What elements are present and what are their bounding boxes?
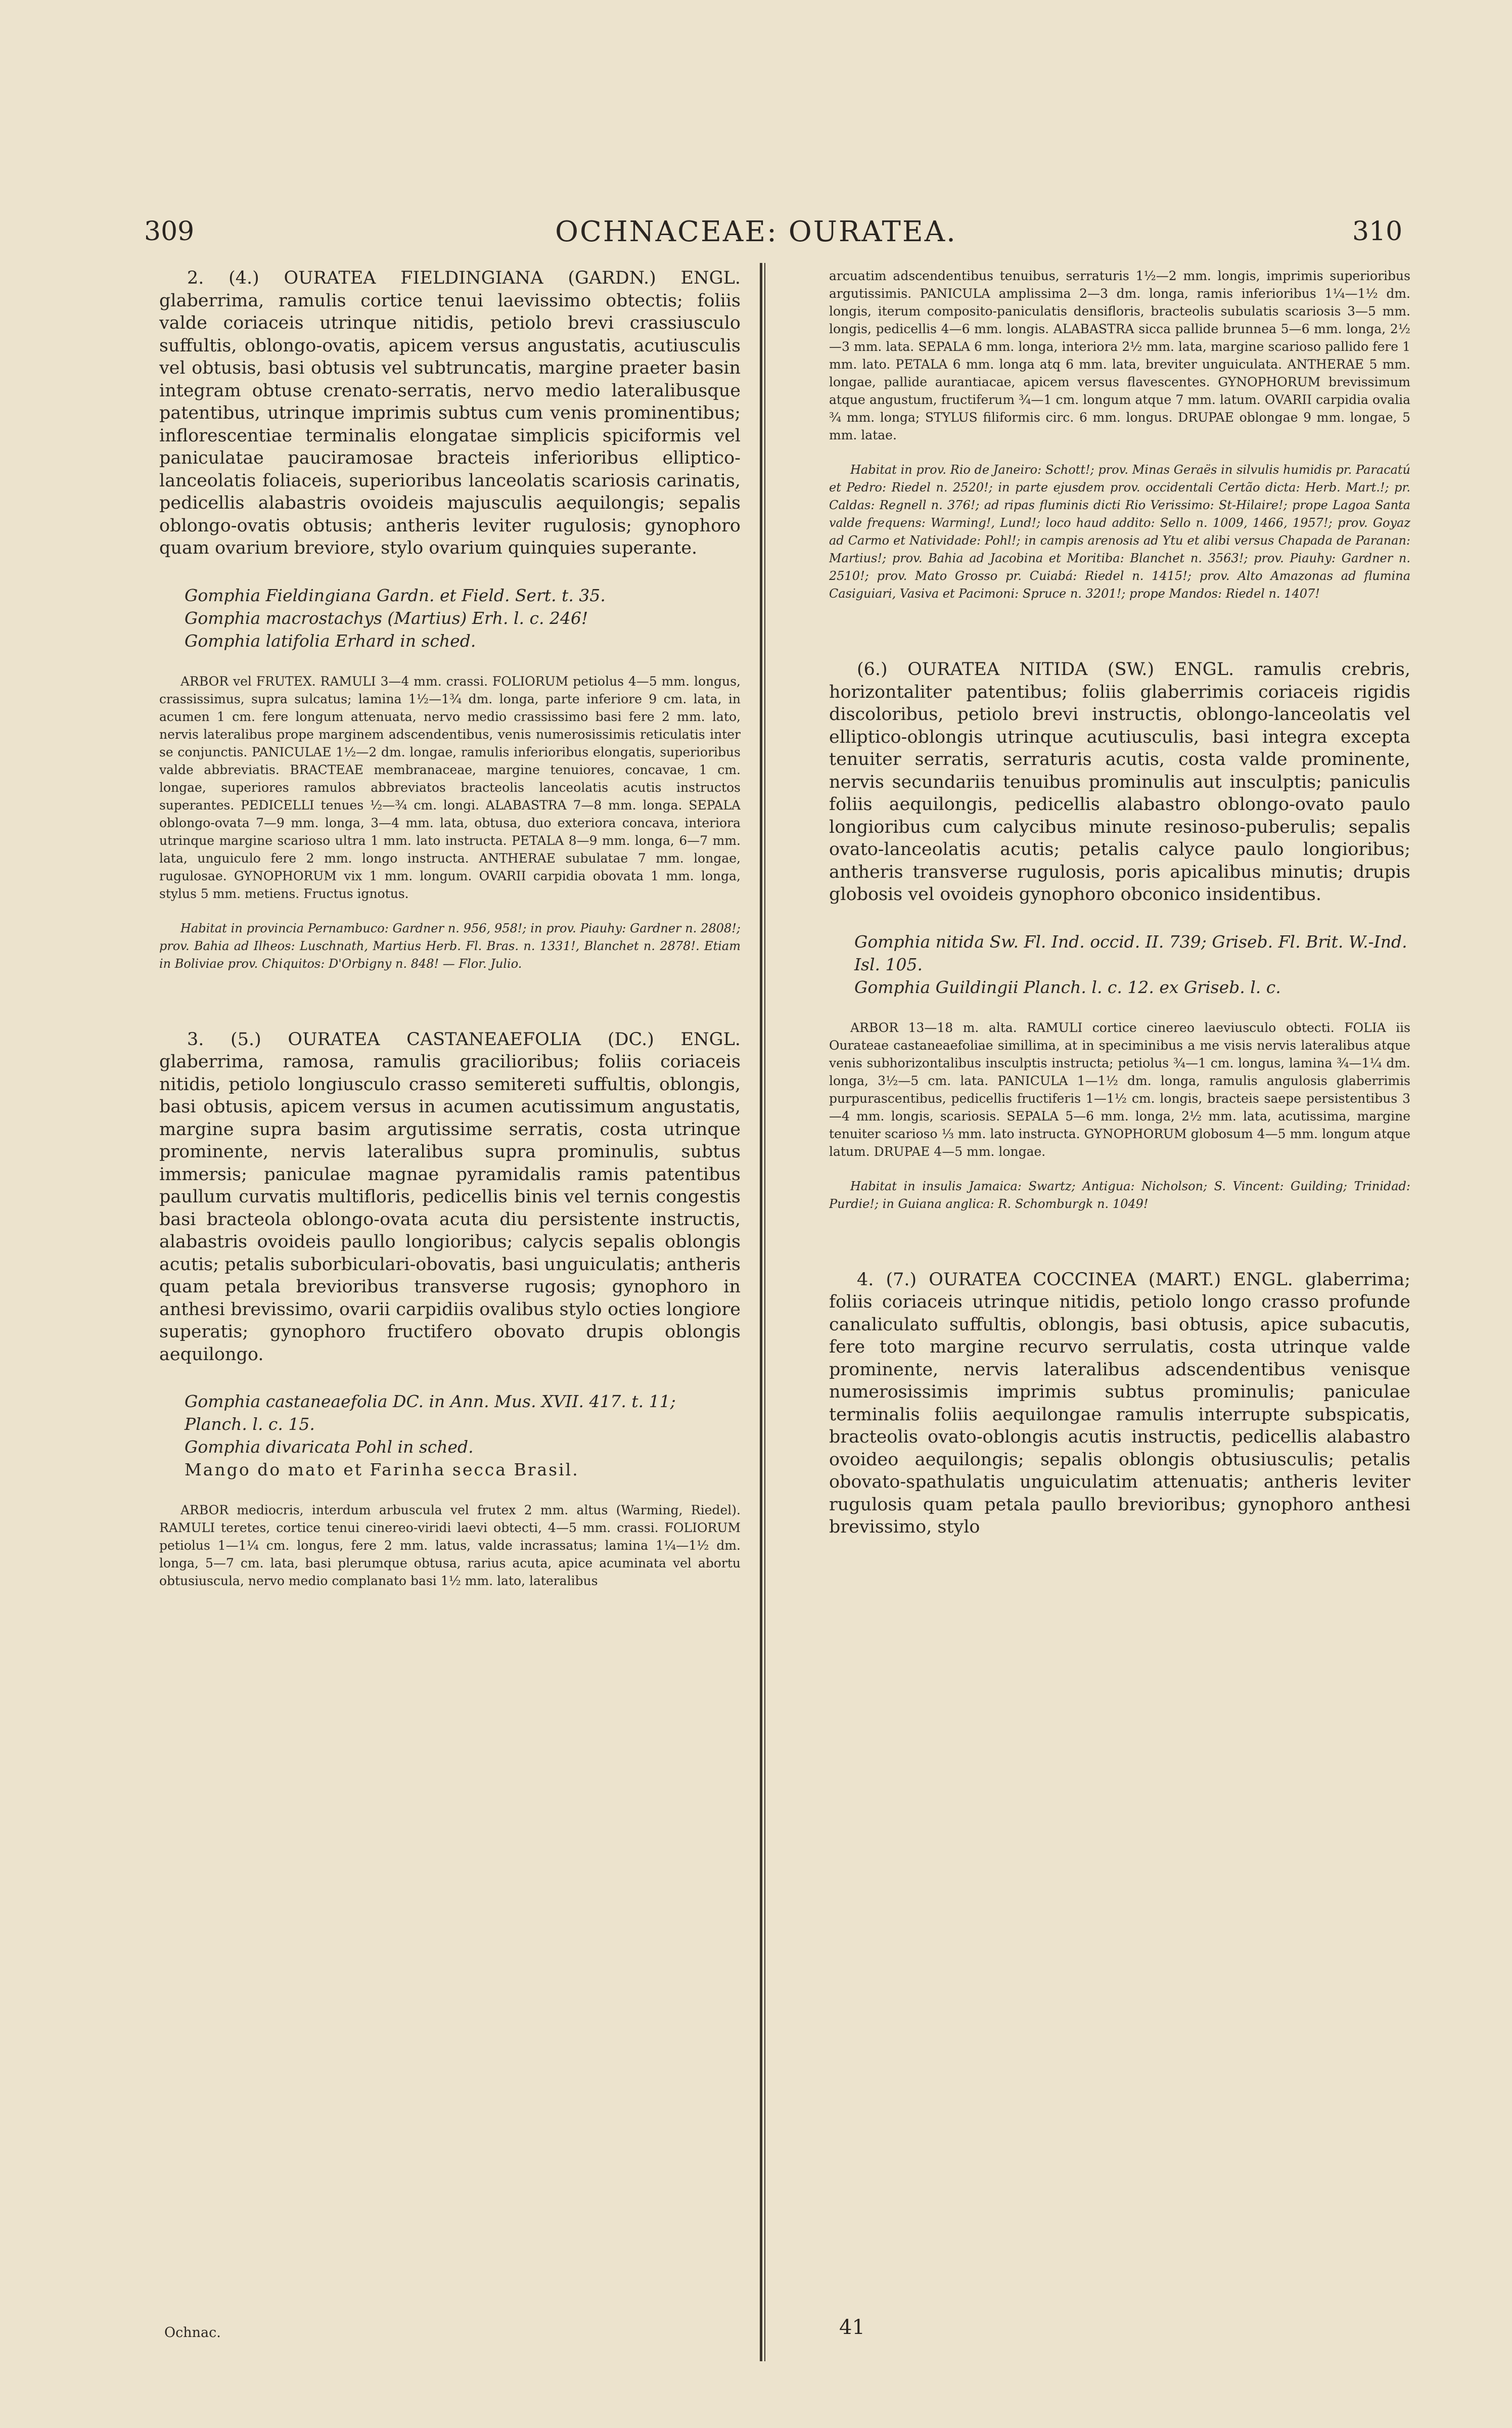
species-3-habitat: Habitat in prov. Rio de Janeiro: Schott!; prov. Minas Geraës in silvulis humidis pr. Paracatú et Pedro: Riedel n. 2520!; in parte ejusdem prov. occidentali Certão dicta: Herb. Mart.!; pr. Caldas: Regnell n. 376!; ad ripas fluminis dicti Rio Verissimo: St-Hilaire!; prope Lagoa Santa valde frequens: Warming!, Lund!; loco haud addito: Sello n. 1009, 1466, 1957!; prov. Goyaz ad Carmo et Natividade: Pohl!; in campis arenosis ad Ytu et alibi versus Chapada de Paranan: Martius!; prov. Bahia ad Jacobina et Moritiba: Blanchet n. 3563!; prov. Piauhy: Gardner n. 2510!; prov. Mato Grosso pr. Cuiabá: Riedel n. 1415!; prov. Alto Amazonas ad flumina Casiguiari, Vasiva et Pacimoni: Spruce n. 3201!; prope Mandos: Riedel n. 1407!	[829, 463, 1410, 601]
synonym: Gomphia nitida Sw. Fl. Ind. occid. II. 739; Griseb. Fl. Brit. W.-Ind. Isl. 105.	[854, 931, 1407, 974]
synonym: Gomphia latifolia Erhard in sched.	[185, 631, 476, 651]
column-divider-inner	[764, 263, 765, 2361]
synonym: Gomphia macrostachys (Martius) Erh. l. c. 246!	[185, 608, 588, 628]
species-6-diagnosis: (6.) OURATEA NITIDA (SW.) ENGL. ramulis crebris, horizontaliter patentibus; foliis glaberrimis coriaceis rigidis discoloribus, petiolo brevi instructis, oblongo-lanceolatis vel elliptico-oblongis utrinque acutiusculis, basi integra excepta tenuiter serratis, serraturis acutis, costa valde prominente, nervis secundariis tenuibus prominulis aut insculptis; paniculis foliis aequilongis, pedicellis alabastro oblongo-ovato paulo longioribus cum calycibus minute resinoso-puberulis; sepalis ovato-lanceolatis acutis; petalis calyce paulo longioribus; antheris transverse rugulosis, poris apicalibus minutis; drupis globosis vel ovoideis gynophoro obconico insidentibus.	[829, 659, 1410, 905]
synonym: Gomphia divaricata Pohl in sched.	[185, 1437, 474, 1457]
species-6-synonyms	[854, 930, 1410, 999]
species-2-synonyms	[185, 584, 741, 652]
signature-mark: 41	[839, 2316, 865, 2339]
species-2-diagnosis: 2. (4.) OURATEA FIELDINGIANA (GARDN.) ENGL. glaberrima, ramulis cortice tenui laevissimo obtectis; foliis valde coriaceis utrinque nitidis, petiolo brevi crassiusculo suffultis, oblongo-ovatis, apicem versus angustatis, acutiusculis vel obtusis, basi obtusis vel subtruncatis, margine praeter basin integram obtuse crenato-serratis, nervo medio lateralibusque patentibus, utrinque imprimis subtus cum venis prominentibus; inflorescentiae terminalis elongatae simplicis spiciformis vel paniculatae pauciramosae bracteis inferioribus elliptico-lanceolatis foliaceis, superioribus lanceolatis scariosis carinatis, pedicellis alabastris ovoideis majusculis aequilongis; sepalis oblongo-ovatis obtusis; antheris leviter rugulosis; gynophoro quam ovarium breviore, stylo ovarium quinquies superante.	[159, 268, 741, 558]
spacer	[829, 1213, 1410, 1269]
species-4-diagnosis: 4. (7.) OURATEA COCCINEA (MART.) ENGL. glaberrima; foliis coriaceis utrinque nitidis, petiolo longo crasso profunde canaliculato suffultis, oblongis, basi obtusis, apice subacutis, fere toto margine recurvo serrulatis, costa utrinque valde prominente, nervis lateralibus adscendentibus venisque numerosissimis imprimis subtus prominulis; paniculae terminalis foliis aequilongae ramulis interrupte subspicatis, bracteolis ovato-oblongis acutis instructis, pedicellis alabastro ovoideo aequilongis; sepalis oblongis obtusiusculis; petalis obovato-spathulatis unguiculatim attenuatis; antheris leviter rugulosis quam petala paullo brevioribus; gynophoro anthesi brevissimo, stylo	[829, 1269, 1410, 1537]
synonym: Gomphia Fieldingiana Gardn. et Field. Sert. t. 35.	[185, 585, 606, 605]
species-6-description: ARBOR 13—18 m. alta. RAMULI cortice cinereo laeviusculo obtecti. FOLIA iis Ourateae castaneaefoliae simillima, at in speciminibus a me visis nervis lateralibus atque venis subhorizontalibus insculptis instructa; petiolus ¾—1 cm. longus, lamina ¾—1¼ dm. longa, 3½—5 cm. lata. PANICULA 1—1½ dm. longa, ramulis angulosis glaberrimis purpurascentibus, pedicellis fructiferis 1—1½ cm. longis, bracteis saepe persistentibus 3—4 mm. longis, scariosis. SEPALA 5—6 mm. longa, 2½ mm. lata, acutissima, margine tenuiter scarioso ⅓ mm. lato instructa. GYNOPHORUM globosum 4—5 mm. longum atque latum. DRUPAE 4—5 mm. longae.	[829, 1020, 1410, 1159]
footer-signature-left: Ochnac.	[164, 2325, 221, 2341]
page-number-left: 309	[144, 216, 195, 247]
species-3-diagnosis: 3. (5.) OURATEA CASTANEAEFOLIA (DC.) ENGL. glaberrima, ramosa, ramulis gracilioribus; foliis coriaceis nitidis, petiolo longiusculo crasso semitereti suffultis, oblongis, basi obtusis, apicem versus in acumen acutissimum angustatis, margine supra basim argutissime serratis, costa utrinque prominente, nervis lateralibus supra prominulis, subtus immersis; paniculae magnae pyramidalis ramis patentibus paullum curvatis multifloris, pedicellis binis vel ternis congestis basi bracteola oblongo-ovata acuta diu persistente instructis, alabastris ovoideis paullo longioribus; calycis sepalis oblongis acutis; petalis suborbiculari-obovatis, basi unguiculatis; antheris quam petala brevioribus transverse rugosis; gynophoro in anthesi brevissimo, ovarii carpidiis ovalibus stylo octies longiore superatis; gynophoro fructifero obovato drupis oblongis aequilongo.	[159, 1029, 741, 1365]
synonym: Gomphia Guildingii Planch. l. c. 12. ex Griseb. l. c.	[854, 977, 1281, 997]
species-6-habitat: Habitat in insulis Jamaica: Swartz; Antigua: Nicholson; S. Vincent: Guilding; Trinidad: Purdie!; in Guiana anglica: R. Schomburgk n. 1049!	[829, 1179, 1410, 1211]
vernacular-name: Mango do mato et Farinha secca Brasil.	[185, 1460, 579, 1479]
running-head: OCHNACEAE: OURATEA.	[555, 215, 957, 248]
species-2-description: ARBOR vel FRUTEX. RAMULI 3—4 mm. crassi. FOLIORUM petiolus 4—5 mm. longus, crassissimus, supra sulcatus; lamina 1½—1¾ dm. longa, parte inferiore 9 cm. lata, in acumen 1 cm. fere longum attenuata, nervo medio crassissimo basi fere 2 mm. lato, nervis lateralibus prope marginem adscendentibus, venis numerosissimis reticulatis inter se conjunctis. PANICULAE 1½—2 dm. longae, ramulis inferioribus elongatis, superioribus valde abbreviatis. BRACTEAE membranaceae, margine tenuiores, concavae, 1 cm. longae, superiores ramulos abbreviatos bracteolis lanceolatis acutis instructos superantes. PEDICELLI tenues ½—¾ cm. longi. ALABASTRA 7—8 mm. longa. SEPALA oblongo-ovata 7—9 mm. longa, 3—4 mm. lata, obtusa, duo exteriora concava, interiora utrinque margine scarioso ultra 1 mm. lato instructa. PETALA 8—9 mm. longa, 6—7 mm. lata, unguiculo fere 2 mm. longo instructa. ANTHERAE subulatae 7 mm. longae, rugulosae. GYNOPHORUM vix 1 mm. longum. OVARII carpidia obovata 1 mm. longa, stylus 5 mm. metiens. Fructus ignotus.	[159, 673, 741, 901]
species-3-synonyms	[185, 1390, 741, 1481]
spacer	[829, 603, 1410, 658]
page-number-right: 310	[1352, 216, 1403, 247]
left-column	[159, 267, 741, 2391]
spacer	[159, 973, 741, 1028]
species-2-habitat: Habitat in provincia Pernambuco: Gardner n. 956, 958!; in prov. Piauhy: Gardner n. 2808!; prov. Bahia ad Ilheos: Luschnath, Martius Herb. Fl. Bras. n. 1331!, Blanchet n. 2878!. Etiam in Boliviae prov. Chiquitos: D'Orbigny n. 848! — Flor. Julio.	[159, 921, 741, 971]
synonym: Gomphia castaneaefolia DC. in Ann. Mus. XVII. 417. t. 11; Planch. l. c. 15.	[185, 1391, 676, 1434]
right-column	[829, 267, 1410, 2365]
column-divider	[760, 263, 762, 2361]
species-3-description: ARBOR mediocris, interdum arbuscula vel frutex 2 mm. altus (Warming, Riedel). RAMULI teretes, cortice tenui cinereo-viridi laevi obtecti, 4—5 mm. crassi. FOLIORUM petiolus 1—1¼ cm. longus, fere 2 mm. latus, valde incrassatus; lamina 1¼—1½ dm. longa, 5—7 cm. lata, basi plerumque obtusa, rarius acuta, apice acuminata vel abortu obtusiuscula, nervo medio complanato basi 1½ mm. lato, lateralibus	[159, 1503, 741, 1588]
species-3-description-continued: arcuatim adscendentibus tenuibus, serraturis 1½—2 mm. longis, imprimis superioribus argutissimis. PANICULA amplissima 2—3 dm. longa, ramis inferioribus 1¼—1½ dm. longis, iterum composito-paniculatis densifloris, bracteolis subulatis scariosis 3—5 mm. longis, pedicellis 4—6 mm. longis. ALABASTRA sicca pallide brunnea 5—6 mm. longa, 2½—3 mm. lata. SEPALA 6 mm. longa, interiora 2½ mm. lata, margine scarioso pallido fere 1 mm. lato. PETALA 6 mm. longa atq 6 mm. lata, breviter unguiculata. ANTHERAE 5 mm. longae, pallide aurantiacae, apicem versus flavescentes. GYNOPHORUM brevissimum atque angustum, fructiferum ¾—1 cm. longum atque 7 mm. latum. OVARII carpidia ovalia ¾ mm. longa; STYLUS filiformis circ. 6 mm. longus. DRUPAE oblongae 9 mm. longae, 5 mm. latae.	[829, 268, 1410, 442]
